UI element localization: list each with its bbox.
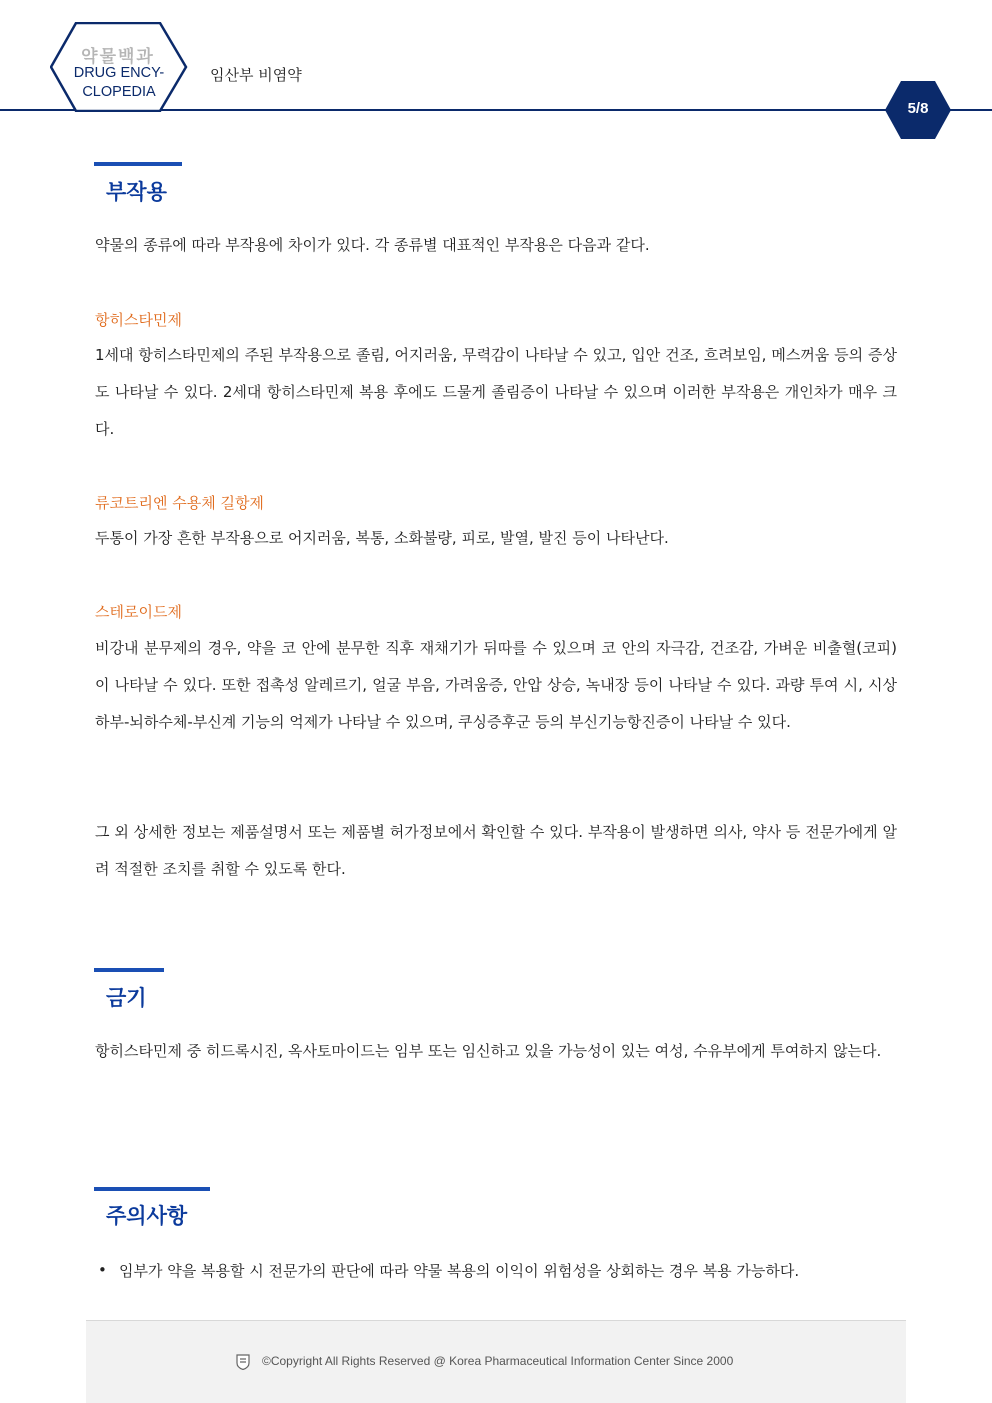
- precautions-bar: [94, 1187, 210, 1191]
- logo-english: [54, 64, 184, 102]
- contraindications-heading: 금기: [106, 986, 147, 1010]
- side-effects-intro: 약물의 종류에 따라 부작용에 차이가 있다. 각 종류별 대표적인 부작용은 다음과 같다.: [95, 236, 650, 254]
- precautions-item: 임부가 약을 복용할 시 전문가의 판단에 따라 약물 복용의 이익이 위험성을 상회하는 경우 복용 가능하다.: [119, 1262, 800, 1280]
- logo-badge: [50, 22, 192, 112]
- copyright-text: ©Copyright All Rights Reserved @ Korea Pharmaceutical Information Center Since 2000: [262, 1354, 734, 1368]
- logo-english-line1: DRUG ENCY-: [73, 65, 165, 81]
- precautions-heading: 주의사항: [106, 1204, 188, 1228]
- page-badge: [884, 80, 952, 140]
- page-number: 5/8: [907, 100, 929, 117]
- side-effects-bar: [94, 162, 182, 166]
- antihistamine-text: 1세대 항히스타민제의 주된 부작용으로 졸림, 어지러움, 무력감이 나타날 수 있고, 입안 건조, 흐려보임, 메스꺼움 등의 증상도 나타날 수 있다. 2세대 항히스타민제 복용 후에도 드물게 졸림증이 나타날 수 있으며 이러한 부작용은 개인차가 매우 크다.: [95, 346, 897, 438]
- logo-korean: 약물백과: [81, 47, 155, 67]
- antihistamine-title: 항히스타민제: [95, 311, 182, 329]
- side-effects-closing: 그 외 상세한 정보는 제품설명서 또는 제품별 허가정보에서 확인할 수 있다. 부작용이 발생하면 의사, 약사 등 전문가에게 알려 적절한 조치를 취할 수 있도록 한다.: [95, 823, 897, 878]
- contraindications-text: 항히스타민제 중 히드록시진, 옥사토마이드는 임부 또는 임신하고 있을 가능성이 있는 여성, 수유부에게 투여하지 않는다.: [95, 1042, 882, 1060]
- steroid-title: 스테로이드제: [95, 603, 182, 621]
- contraindications-bar: [94, 968, 164, 972]
- emblem-icon: [236, 1354, 250, 1370]
- document-title: 임산부 비염약: [210, 66, 302, 84]
- steroid-text: 비강내 분무제의 경우, 약을 코 안에 분무한 직후 재채기가 뒤따를 수 있으며 코 안의 자극감, 건조감, 가벼운 비출혈(코피)이 나타날 수 있다. 또한 접촉성 알레르기, 얼굴 부음, 가려움증, 안압 상승, 녹내장 등이 나타날 수 있다. 과량 투여 시, 시상하부-뇌하수체-부신계 기능의 억제가 나타날 수 있으며, 쿠싱증후군 등의 부신기능항진증이 나타날 수 있다.: [95, 639, 897, 731]
- leukotriene-text: 두통이 가장 흔한 부작용으로 어지러움, 복통, 소화불량, 피로, 발열, 발진 등이 나타난다.: [95, 529, 669, 547]
- leukotriene-title: 류코트리엔 수용체 길항제: [95, 494, 264, 512]
- precautions-bullet-icon: •: [98, 1261, 107, 1279]
- side-effects-heading: 부작용: [106, 180, 167, 204]
- logo-english-line2: CLOPEDIA: [82, 84, 156, 100]
